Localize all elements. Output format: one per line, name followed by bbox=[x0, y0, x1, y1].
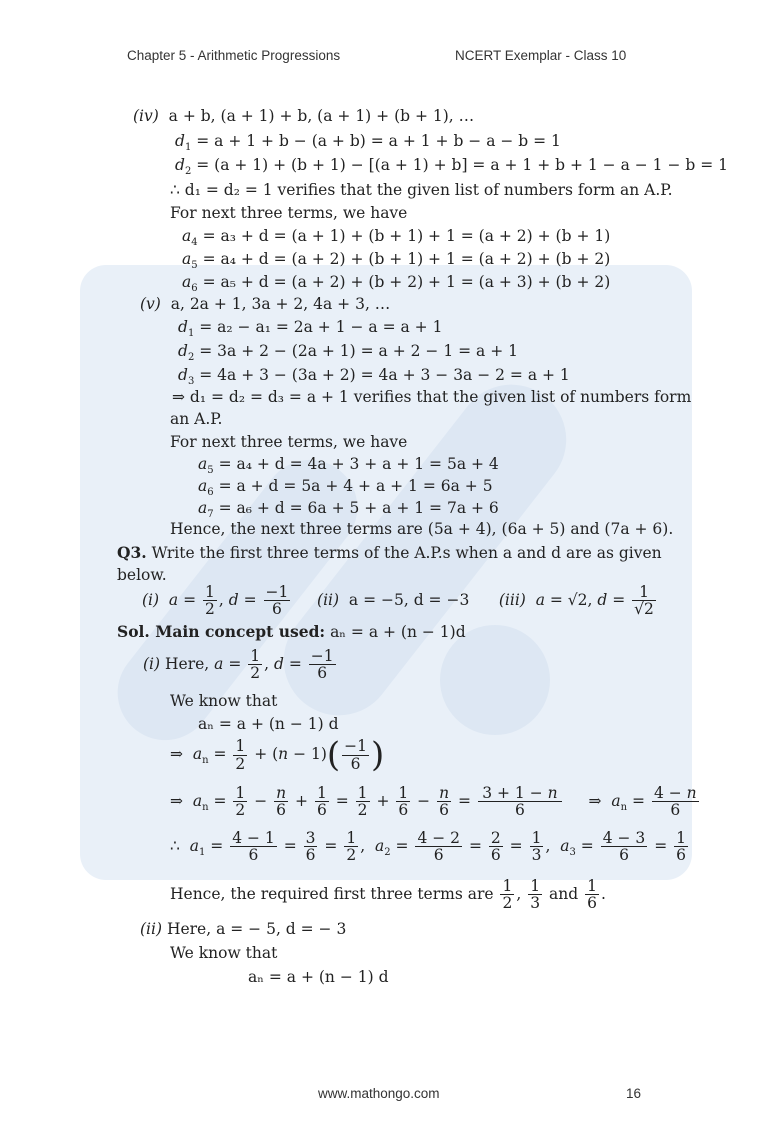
sol-formula: aₙ = a + (n − 1)d bbox=[330, 623, 466, 641]
part-iv-a6-line: $a_6 = a_5 + d = (a + 2) + (b + 2) + 1 = (a + 3) + (b + 2)$ bbox=[182, 273, 611, 295]
part-v-series: a, 2a + 1, 3a + 2, 4a + 3, … bbox=[170, 295, 391, 313]
part-iv-d2: = (a + 1) + (b + 1) − [(a + 1) + b] = a + 1 + b + 1 − a − 1 − b = 1 bbox=[196, 156, 729, 174]
sol-ii-we-know: We know that bbox=[170, 944, 278, 962]
q3-ii-label: (ii) bbox=[317, 590, 340, 609]
part-v-d2-line: $d_2 = 3a + 2 - (2a + 1) = a + 2 - 1 = a + 1$ bbox=[178, 342, 518, 364]
part-iv-conclusion: ∴ d₁ = d₂ = 1 verifies that the given list of numbers form an A.P. bbox=[170, 181, 673, 199]
part-iv-a5: = a₄ + d = (a + 2) + (b + 1) + 1 = (a + 2) + (b + 2) bbox=[202, 250, 611, 268]
part-iv-a4-line: $a_4 = a_3 + d = (a + 1) + (b + 1) + 1 = (a + 2) + (b + 1)$ bbox=[182, 227, 611, 249]
part-v-a7-line: $a_7 = a_6 + d = 6a + 5 + a + 1 = 7a + 6$ bbox=[198, 499, 499, 521]
part-iv-next-terms: For next three terms, we have bbox=[170, 204, 408, 222]
q3-text-line-2: below. bbox=[117, 566, 167, 584]
sol-here: Here, bbox=[165, 654, 210, 673]
watermark-dot bbox=[440, 625, 550, 735]
fraction-one-half: $\frac{1}{2}$ bbox=[250, 647, 261, 683]
part-v-label: (v) bbox=[140, 295, 161, 313]
part-iv-a4: = a₃ + d = (a + 1) + (b + 1) + 1 = (a + 2) + (b + 1) bbox=[202, 227, 611, 245]
sol-ii-here: Here, a = − 5, d = − 3 bbox=[166, 920, 347, 938]
part-v-a6: = a + d = 5a + 4 + a + 1 = 6a + 5 bbox=[218, 477, 493, 495]
sol-an-formula: aₙ = a + (n − 1) d bbox=[198, 715, 339, 733]
q3-iii-label: (iii) bbox=[498, 590, 526, 609]
part-v-next-terms: For next three terms, we have bbox=[170, 433, 408, 451]
q3-text-1: Write the first three terms of the A.P.s when a and d are as given bbox=[151, 544, 662, 562]
part-v-a6-line: $a_6 = a + d = 5a + 4 + a + 1 = 6a + 5$ bbox=[198, 477, 493, 499]
q3-text-line-1 bbox=[117, 543, 662, 562]
part-v-a7: = a₆ + d = 6a + 5 + a + 1 = 7a + 6 bbox=[218, 499, 499, 517]
sol-ii-here-line bbox=[140, 920, 346, 938]
sol-i-conclusion: Hence, the required first three terms are $\frac{1}{2}$ , $\frac{1}{3}$ and $\frac{1}{6}$ . bbox=[170, 877, 606, 913]
part-v-a5: = a₄ + d = 4a + 3 + a + 1 = 5a + 4 bbox=[218, 455, 499, 473]
fraction-minus-one-sixth: $\frac{-1}{6}$ bbox=[265, 583, 289, 619]
fraction-minus-one-sixth: $\frac{-1}{6}$ bbox=[344, 737, 368, 773]
fraction-one-half: $\frac{1}{2}$ bbox=[205, 583, 215, 619]
sol-concept-line bbox=[117, 622, 466, 641]
part-v-d3-line: $d_3 = 4a + 3 - (3a + 2) = 4a + 3 - 3a - 2 = a + 1$ bbox=[178, 366, 570, 388]
sol-ii-formula: aₙ = a + (n − 1) d bbox=[248, 968, 389, 986]
sol-ii-label: (ii) bbox=[140, 920, 163, 938]
part-iv-label: (iv) bbox=[133, 107, 159, 125]
sol-hence-text: Hence, the required first three terms are bbox=[170, 884, 494, 903]
part-v-series-line bbox=[140, 295, 390, 313]
sol-and: and bbox=[549, 884, 579, 903]
footer-url: www.mathongo.com bbox=[318, 1086, 440, 1101]
sol-i-label: (i) bbox=[143, 654, 161, 673]
part-iv-series-line bbox=[133, 107, 474, 125]
q3-i-label: (i) bbox=[142, 590, 160, 609]
part-v-d2: = 3a + 2 − (2a + 1) = a + 2 − 1 = a + 1 bbox=[199, 342, 518, 360]
part-v-d1: = a₂ − a₁ = 2a + 1 − a = a + 1 bbox=[199, 318, 443, 336]
q3-ii-text: a = −5, d = −3 bbox=[348, 590, 470, 609]
part-iv-a5-line: $a_5 = a_4 + d = (a + 2) + (b + 1) + 1 = (a + 2) + (b + 2)$ bbox=[182, 250, 611, 272]
part-v-conclusion-1: ⇒ d₁ = d₂ = d₃ = a + 1 verifies that the given list of numbers form bbox=[172, 388, 692, 406]
part-v-a5-line: $a_5 = a_4 + d = 4a + 3 + a + 1 = 5a + 4$ bbox=[198, 455, 499, 477]
q3-givens-line: (i) a = $\frac{1}{2}$ , d = $\frac{-1}{6}$ (ii) a = −5, d = −3 (iii) a = √2, d = $\frac{1}{√2}$ bbox=[142, 583, 654, 619]
part-iv-d1-line: $d_1 = a + 1 + b - (a + b) = a + 1 + b - a - b = 1$ bbox=[175, 132, 561, 154]
part-iv-series: a + b, (a + 1) + b, (a + 1) + (b + 1), … bbox=[168, 107, 475, 125]
part-iv-a6: = a₅ + d = (a + 2) + (b + 2) + 1 = (a + 3) + (b + 2) bbox=[202, 273, 611, 291]
part-v-conclusion-2: an A.P. bbox=[170, 410, 223, 428]
fraction-minus-one-sixth: $\frac{-1}{6}$ bbox=[310, 647, 334, 683]
header-chapter-title: Chapter 5 - Arithmetic Progressions bbox=[127, 48, 341, 63]
q3-label: Q3. bbox=[117, 543, 147, 562]
part-iv-d1: = a + 1 + b − (a + b) = a + 1 + b − a − b = 1 bbox=[196, 132, 561, 150]
part-v-hence: Hence, the next three terms are (5a + 4), (6a + 5) and (7a + 6). bbox=[170, 520, 674, 538]
sol-simplify-line: ⇒ $a_n$ = $\frac{1}{2}$ − $\frac{n}{6}$ + $\frac{1}{6}$ = $\frac{1}{2}$ + $\frac{1}{6}$ − $\frac{n}{6}$ = $\frac{3 + 1 - n}{6}$ ⇒ $a_n$ = $\frac{4 - n}{6}$ bbox=[170, 784, 697, 820]
sol-label: Sol. Main concept used: bbox=[117, 622, 326, 641]
footer-page-number: 16 bbox=[626, 1086, 642, 1101]
header-book-title: NCERT Exemplar - Class 10 bbox=[455, 48, 627, 63]
sol-substitution-line: ⇒ $a_n$ = $\frac{1}{2}$ + (n − 1)( $\frac{-1}{6}$ ) bbox=[170, 735, 385, 775]
sol-i-here-line: (i) Here, a = $\frac{1}{2}$ , d = $\frac{-1}{6}$ bbox=[143, 647, 334, 683]
fraction-one-half: $\frac{1}{2}$ bbox=[235, 737, 246, 773]
part-v-d1-line: $d_1 = a_2 - a_1 = 2a + 1 - a = a + 1$ bbox=[178, 318, 443, 340]
part-iv-d2-line: $d_2 = (a + 1) + (b + 1) - [(a + 1) + b] = a + 1 + b + 1 - a - 1 - b = 1$ bbox=[175, 156, 729, 178]
part-v-d3: = 4a + 3 − (3a + 2) = 4a + 3 − 3a − 2 = a + 1 bbox=[199, 366, 570, 384]
fraction-one-over-root-two: $\frac{1}{√2}$ bbox=[634, 583, 654, 619]
sol-we-know: We know that bbox=[170, 692, 278, 710]
sol-first-terms-line: ∴ $a_1$ = $\frac{4 - 1}{6}$ = $\frac{3}{6}$ = $\frac{1}{2}$ , $a_2$ = $\frac{4 - 2}{6}$ = $\frac{2}{6}$ = $\frac{1}{3}$ , $a_3$ = $\frac{4 - 3}{6}$ = $\frac{1}{6}$ bbox=[170, 829, 687, 865]
